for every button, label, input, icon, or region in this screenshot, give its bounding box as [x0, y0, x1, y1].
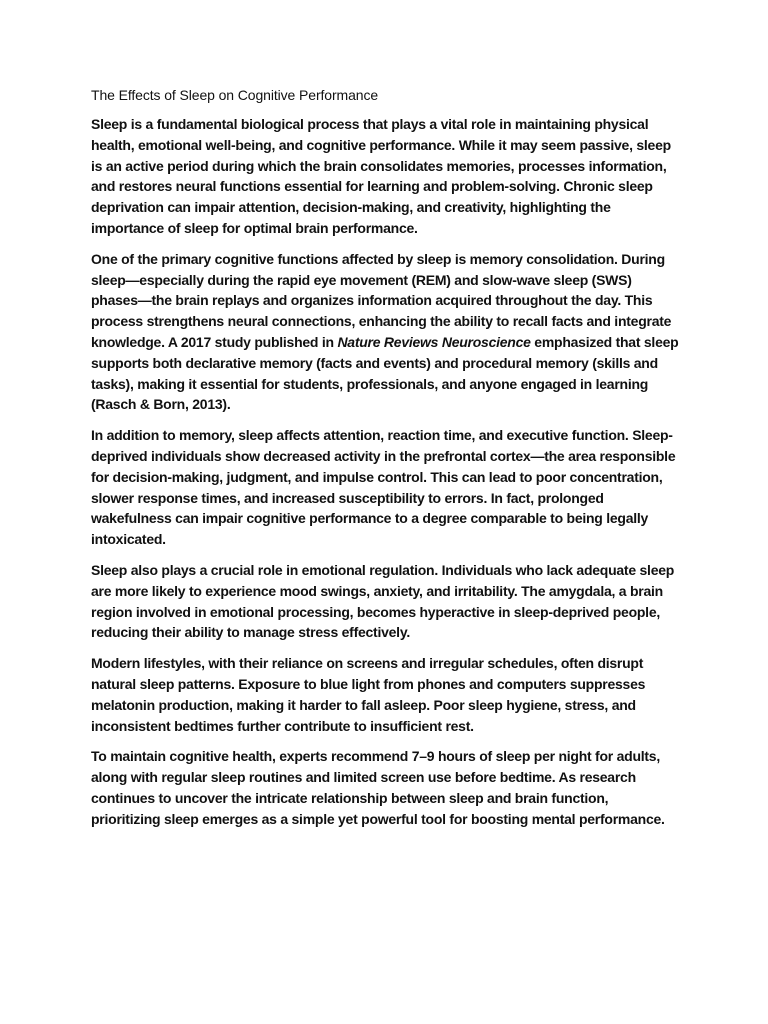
paragraph-text-segment: One of the primary cognitive functions affected by sleep is memory consolidation. During sleep—especially during the rapid eye movement (REM) and slow-wave sleep (SWS) phases—the brain replays and organizes information acquired throughout the day. This process strengthens neural connections, enhancing the ability to recall facts and integrate knowledge. A 2017 study published in [91, 250, 672, 350]
document-title: The Effects of Sleep on Cognitive Performance [91, 87, 379, 103]
paragraph-attention: In addition to memory, sleep affects attention, reaction time, and executive function. Sleep-deprived individuals show decreased activity in the prefrontal cortex—the area responsible for decision-making, judgment, and impulse control. This can lead to poor concentration, slower response times, and increased susceptibility to errors. In fact, prolonged wakefulness can impair cognitive performance to a degree comparable to being legally intoxicated. [91, 427, 676, 548]
journal-title: Nature Reviews Neuroscience [337, 333, 531, 350]
paragraph-recommendations: To maintain cognitive health, experts recommend 7–9 hours of sleep per night for adults, along with regular sleep routines and limited screen use before bedtime. As research continues to uncover the intricate relationship between sleep and brain function, prioritizing sleep emerges as a simple yet powerful tool for boosting mental performance. [91, 748, 665, 827]
paragraph-introduction: Sleep is a fundamental biological process that plays a vital role in maintaining physical health, emotional well-being, and cognitive performance. While it may seem passive, sleep is an active period during which the brain consolidates memories, processes information, and restores neural functions essential for learning and problem-solving. Chronic sleep deprivation can impair attention, decision-making, and creativity, highlighting the importance of sleep for optimal brain performance. [91, 116, 671, 236]
document-page [91, 86, 681, 840]
paragraph-memory-consolidation [91, 249, 681, 415]
paragraph-text-segment: emphasized that sleep supports both declarative memory (facts and events) and procedural memory (skills and tasks), making it essential for students, professionals, and anyone engaged in learning (Rasch & Born, 2013). [91, 333, 679, 413]
paragraph-modern-lifestyles: Modern lifestyles, with their reliance on screens and irregular schedules, often disrupt natural sleep patterns. Exposure to blue light from phones and computers suppresses melatonin production, making it harder to fall asleep. Poor sleep hygiene, stress, and inconsistent bedtimes further contribute to insufficient rest. [91, 655, 646, 734]
paragraph-emotional-regulation: Sleep also plays a crucial role in emotional regulation. Individuals who lack adequate sleep are more likely to experience mood swings, anxiety, and irritability. The amygdala, a brain region involved in emotional processing, becomes hyperactive in sleep-deprived people, reducing their ability to manage stress effectively. [91, 561, 675, 641]
